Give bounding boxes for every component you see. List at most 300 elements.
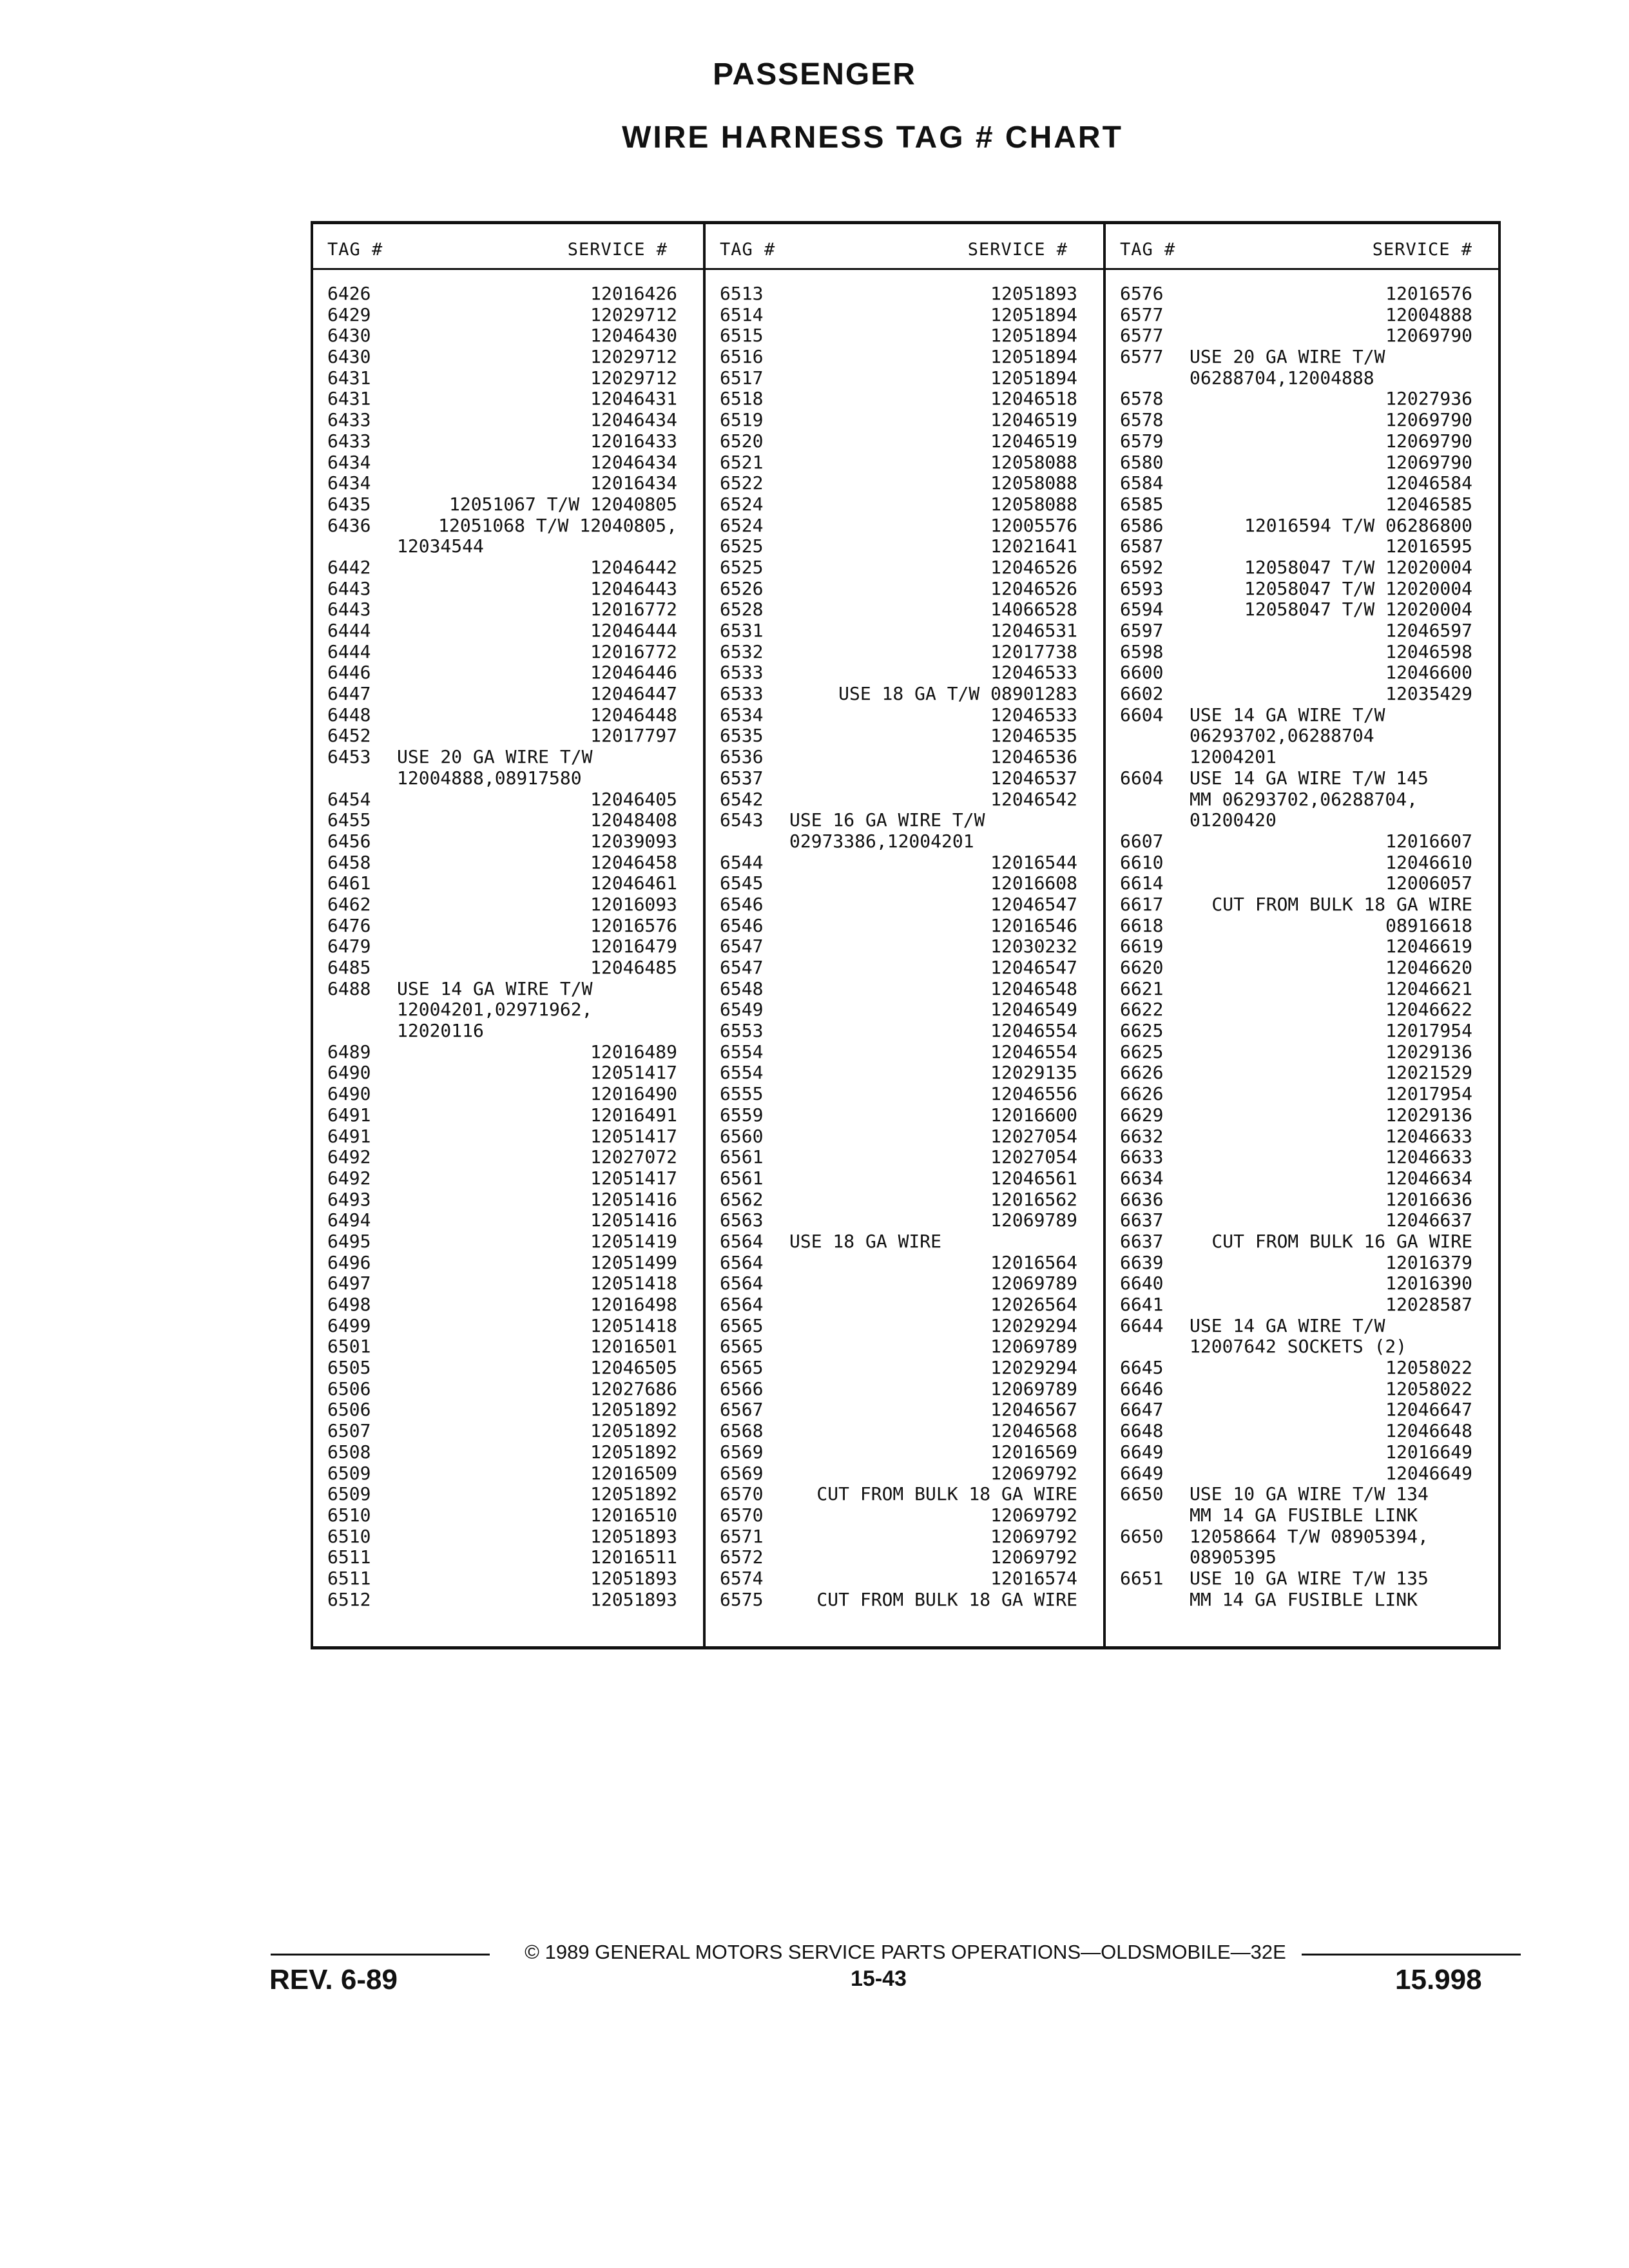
tag-cell: 6431 [327,388,371,410]
service-cell: 12027054 [990,1146,1077,1168]
tag-cell: 6651 [1120,1567,1164,1589]
tag-cell: 6507 [327,1420,371,1442]
tag-cell: 6430 [327,325,371,347]
service-cell: 12016595 [1385,535,1472,557]
table-row [1106,431,1498,452]
tag-cell: 6593 [1120,577,1164,599]
tag-cell: 6506 [327,1399,371,1421]
table-row [706,347,1103,368]
service-cell: 12051892 [590,1483,677,1505]
tag-cell: 6516 [720,346,764,368]
table-row [313,1253,703,1274]
service-cell: 12051419 [590,1230,677,1252]
note-cell: 12004201,02971962, [397,999,593,1021]
table-row [1106,1147,1498,1168]
tag-cell: 6456 [327,830,371,852]
table-row [706,662,1103,684]
tag-cell: 6513 [720,283,764,304]
table-row [313,684,703,705]
table-row [1106,1042,1498,1063]
note-cell: USE 16 GA WIRE T/W [789,809,985,831]
service-cell: 12016576 [1385,283,1472,304]
note-cell: 12058664 T/W 08905394, [1190,1525,1429,1547]
note-cell: 12007642 SOCKETS (2) [1190,1336,1407,1358]
service-cell: 12046542 [990,788,1077,810]
tag-cell: 6490 [327,1083,371,1105]
service-cell: 12051893 [590,1525,677,1547]
note-cell: 06288704,12004888 [1190,367,1374,389]
tag-cell: 6562 [720,1188,764,1210]
table-row [1106,894,1498,916]
table-row [1106,936,1498,957]
service-cell: 12016594 T/W 06286800 [1244,514,1472,536]
service-cell: CUT FROM BULK 18 GA WIRE [1211,893,1472,915]
tag-cell: 6561 [720,1167,764,1189]
table-row [1106,1062,1498,1084]
revision-label: REV. 6-89 [269,1964,398,1995]
note-cell: USE 10 GA WIRE T/W 135 [1190,1567,1429,1589]
service-cell: 12051894 [990,346,1077,368]
table-row [706,1294,1103,1316]
table-row [313,620,703,642]
table-row [706,410,1103,431]
service-cell: 12046620 [1385,957,1472,978]
service-cell: 12051417 [590,1125,677,1147]
service-cell: 12058022 [1385,1378,1472,1399]
service-cell: 12046448 [590,704,677,726]
tag-cell: 6649 [1120,1462,1164,1484]
table-row [313,599,703,620]
table-row [313,1547,703,1568]
service-cell: CUT FROM BULK 16 GA WIRE [1211,1230,1472,1252]
table-row [1106,494,1498,515]
note-cell: MM 06293702,06288704, [1190,788,1418,810]
tag-cell: 6564 [720,1251,764,1273]
footer-rule [271,1954,490,1956]
tag-cell: 6592 [1120,556,1164,578]
note-cell: USE 20 GA WIRE T/W [397,746,593,768]
table-row [1106,1505,1498,1526]
table-row [1106,1358,1498,1379]
tag-cell: 6446 [327,662,371,684]
table-row [1106,831,1498,852]
tag-cell: 6544 [720,851,764,873]
tag-cell: 6501 [327,1336,371,1358]
note-cell: USE 14 GA WIRE T/W 145 [1190,767,1429,789]
service-cell: 12016544 [990,851,1077,873]
tag-cell: 6476 [327,914,371,936]
tag-cell: 6485 [327,957,371,978]
table-row [1106,1484,1498,1505]
service-cell: 12029712 [590,346,677,368]
table-row [1106,747,1498,768]
service-cell: 12046537 [990,767,1077,789]
table-row [706,1316,1103,1337]
service-cell: 12017954 [1385,1083,1472,1105]
tag-cell: 6495 [327,1230,371,1252]
service-cell: 12046519 [990,409,1077,431]
note-cell: 02973386,12004201 [789,830,974,852]
tag-cell: 6509 [327,1462,371,1484]
service-cell: 12016772 [590,640,677,662]
table-row [1106,325,1498,347]
service-cell: 12016479 [590,936,677,957]
table-row [1106,389,1498,410]
tag-cell: 6444 [327,640,371,662]
tag-cell: 6570 [720,1504,764,1526]
tag-cell: 6547 [720,957,764,978]
tag-cell: 6510 [327,1504,371,1526]
footer-rule [1302,1954,1521,1956]
tag-cell: 6577 [1120,325,1164,347]
service-cell: 12027054 [990,1125,1077,1147]
service-cell: 12046547 [990,893,1077,915]
tag-cell: 6443 [327,577,371,599]
table-row [313,305,703,326]
table-row [313,1294,703,1316]
tag-cell: 6646 [1120,1378,1164,1399]
tag-cell: 6604 [1120,704,1164,726]
tag-cell: 6431 [327,367,371,389]
service-cell: 12051893 [590,1567,677,1589]
tag-cell: 6618 [1120,914,1164,936]
note-cell: MM 14 GA FUSIBLE LINK [1190,1588,1418,1610]
tag-cell: 6644 [1120,1314,1164,1336]
tag-cell: 6521 [720,451,764,473]
service-cell: 12046597 [1385,620,1472,641]
tag-cell: 6634 [1120,1167,1164,1189]
service-cell: 12046458 [590,851,677,873]
service-cell: 12069790 [1385,451,1472,473]
service-cell: 12051417 [590,1062,677,1084]
table-row [1106,768,1498,789]
tag-cell: 6447 [327,683,371,705]
service-cell: 12021529 [1385,1062,1472,1084]
table-row [1106,1189,1498,1211]
tag-cell: 6536 [720,746,764,768]
service-cell: 12016433 [590,430,677,452]
table-row [1106,1379,1498,1400]
service-cell: 12051418 [590,1273,677,1294]
service-cell: 12069789 [990,1378,1077,1399]
table-row [313,1590,703,1611]
service-cell: CUT FROM BULK 18 GA WIRE [816,1588,1077,1610]
table-row [313,579,703,600]
table-row [1106,557,1498,579]
table-row [1106,1568,1498,1590]
tag-cell: 6510 [327,1525,371,1547]
table-row [706,1042,1103,1063]
table-row [313,1168,703,1189]
table-row [313,1399,703,1421]
service-cell: 12058088 [990,451,1077,473]
table-row [313,452,703,474]
table-row [706,1463,1103,1485]
tag-cell: 6614 [1120,872,1164,894]
table-row [313,1042,703,1063]
table-row [706,599,1103,620]
service-cell: 12046598 [1385,640,1472,662]
note-cell: 06293702,06288704 [1190,725,1374,747]
tag-cell: 6610 [1120,851,1164,873]
service-cell: 12039093 [590,830,677,852]
service-cell: 12046405 [590,788,677,810]
service-cell: 12058047 T/W 12020004 [1244,556,1472,578]
service-cell: USE 18 GA T/W 08901283 [838,683,1077,705]
tag-cell: 6617 [1120,893,1164,915]
tag-cell: 6567 [720,1399,764,1421]
service-header: SERVICE # [567,240,668,260]
table-row [313,1526,703,1548]
table-row [706,810,1103,831]
service-cell: 12016564 [990,1251,1077,1273]
table-row [1106,620,1498,642]
tag-cell: 6491 [327,1104,371,1126]
table-row [706,368,1103,389]
service-cell: 12046549 [990,999,1077,1021]
service-cell: 12046485 [590,957,677,978]
tag-header: TAG # [720,240,776,260]
tag-cell: 6492 [327,1167,371,1189]
table-row [706,536,1103,557]
tag-cell: 6639 [1120,1251,1164,1273]
note-cell: 01200420 [1190,809,1277,831]
tag-cell: 6433 [327,409,371,431]
service-cell: 12046647 [1385,1399,1472,1421]
service-cell: 12029712 [590,367,677,389]
table-row [1106,1336,1498,1358]
tag-cell: 6543 [720,809,764,831]
tag-cell: 6626 [1120,1083,1164,1105]
tag-cell: 6448 [327,704,371,726]
tag-cell: 6650 [1120,1525,1164,1547]
table-row [313,1273,703,1294]
service-cell: 12046554 [990,1020,1077,1042]
service-cell: 12029136 [1385,1041,1472,1062]
table-row [313,1442,703,1463]
table-row [1106,1168,1498,1189]
table-row [313,957,703,979]
table-row [706,1379,1103,1400]
table-row [313,284,703,305]
service-cell: 12046621 [1385,977,1472,999]
tag-cell: 6509 [327,1483,371,1505]
tag-cell: 6525 [720,535,764,557]
service-cell: 12046619 [1385,936,1472,957]
table-row [706,1273,1103,1294]
table-row [706,873,1103,894]
page-number: 15-43 [851,1966,907,1991]
table-row [313,536,703,557]
tag-cell: 6598 [1120,640,1164,662]
tag-cell: 6555 [720,1083,764,1105]
note-cell: USE 10 GA WIRE T/W 134 [1190,1483,1429,1505]
service-cell: 12051892 [590,1420,677,1442]
tag-cell: 6547 [720,936,764,957]
tag-cell: 6491 [327,1125,371,1147]
tag-cell: 6579 [1120,430,1164,452]
service-cell: 12058088 [990,493,1077,515]
tag-cell: 6489 [327,1041,371,1062]
tag-cell: 6548 [720,977,764,999]
tag-cell: 6433 [327,430,371,452]
service-cell: 12069792 [990,1525,1077,1547]
service-cell: 12029712 [590,303,677,325]
table-row [1106,1253,1498,1274]
service-cell: 12069792 [990,1546,1077,1568]
service-cell: 12046585 [1385,493,1472,515]
service-cell: 12051068 T/W 12040805, [438,514,677,536]
tag-cell: 6430 [327,346,371,368]
tag-cell: 6528 [720,599,764,620]
table-row [706,620,1103,642]
tag-cell: 6511 [327,1567,371,1589]
tag-cell: 6514 [720,303,764,325]
tag-cell: 6454 [327,788,371,810]
table-row [313,894,703,916]
table-row [706,1547,1103,1568]
service-cell: 12030232 [990,936,1077,957]
tag-cell: 6546 [720,893,764,915]
table-row [313,1084,703,1105]
service-cell: 12016511 [590,1546,677,1568]
table-row [706,1189,1103,1211]
tag-cell: 6620 [1120,957,1164,978]
table-row [706,747,1103,768]
note-cell: USE 20 GA WIRE T/W [1190,346,1385,368]
table-row [313,473,703,494]
service-cell: 12046610 [1385,851,1472,873]
tag-cell: 6629 [1120,1104,1164,1126]
tag-cell: 6563 [720,1209,764,1231]
service-cell: 12021641 [990,535,1077,557]
tag-cell: 6569 [720,1462,764,1484]
table-row [313,557,703,579]
table-row [1106,979,1498,1000]
table-row [1106,810,1498,831]
tag-cell: 6434 [327,451,371,473]
service-cell: 12006057 [1385,872,1472,894]
tag-cell: 6570 [720,1483,764,1505]
table-row [313,916,703,937]
tag-cell: 6594 [1120,599,1164,620]
service-cell: 12046634 [1385,1167,1472,1189]
table-row [313,1421,703,1442]
table-row [1106,852,1498,874]
chart-rows [313,284,703,1610]
table-row [706,1062,1103,1084]
table-row [313,789,703,811]
tag-cell: 6576 [1120,283,1164,304]
table-row [313,662,703,684]
tag-cell: 6546 [720,914,764,936]
table-row [313,936,703,957]
service-cell: 12051418 [590,1314,677,1336]
tag-cell: 6637 [1120,1209,1164,1231]
service-cell: 12046535 [990,725,1077,747]
table-row [313,410,703,431]
tag-cell: 6565 [720,1336,764,1358]
service-cell: 12051892 [590,1399,677,1421]
table-row [313,852,703,874]
tag-cell: 6426 [327,283,371,304]
table-row [1106,515,1498,537]
copyright-line: © 1989 GENERAL MOTORS SERVICE PARTS OPERATIONS—OLDSMOBILE—32E [525,1941,1286,1963]
service-cell: 12029135 [990,1062,1077,1084]
service-header: SERVICE # [967,240,1068,260]
tag-header: TAG # [327,240,383,260]
table-row [706,431,1103,452]
table-row [1106,1463,1498,1485]
table-row [313,1231,703,1253]
note-cell: USE 14 GA WIRE T/W [1190,1314,1385,1336]
service-cell: 12046637 [1385,1209,1472,1231]
service-cell: 12016491 [590,1104,677,1126]
tag-cell: 6607 [1120,830,1164,852]
table-row [1106,999,1498,1021]
service-cell: 12069789 [990,1273,1077,1294]
tag-cell: 6572 [720,1546,764,1568]
table-row [706,1210,1103,1231]
tag-cell: 6625 [1120,1041,1164,1062]
tag-cell: 6649 [1120,1441,1164,1463]
service-cell: 14066528 [990,599,1077,620]
tag-cell: 6524 [720,514,764,536]
table-row [313,768,703,789]
tag-cell: 6650 [1120,1483,1164,1505]
tag-cell: 6461 [327,872,371,894]
tag-cell: 6568 [720,1420,764,1442]
service-cell: 12046461 [590,872,677,894]
service-cell: 12016576 [590,914,677,936]
tag-cell: 6564 [720,1273,764,1294]
service-cell: 12069790 [1385,325,1472,347]
tag-cell: 6574 [720,1567,764,1589]
tag-cell: 6515 [720,325,764,347]
tag-cell: 6565 [720,1357,764,1379]
tag-cell: 6435 [327,493,371,515]
column-header [1106,236,1498,270]
service-cell: 12069789 [990,1336,1077,1358]
table-row [706,389,1103,410]
service-cell: 12016434 [590,472,677,494]
tag-cell: 6578 [1120,388,1164,410]
table-row [1106,1294,1498,1316]
service-cell: 12016608 [990,872,1077,894]
table-row [1106,789,1498,811]
table-row [313,389,703,410]
table-row [313,431,703,452]
tag-cell: 6443 [327,599,371,620]
table-row [1106,1273,1498,1294]
service-cell: 12046443 [590,577,677,599]
tag-cell: 6520 [720,430,764,452]
service-cell: 12046447 [590,683,677,705]
tag-cell: 6462 [327,893,371,915]
service-cell: 12026564 [990,1294,1077,1315]
tag-cell: 6458 [327,851,371,873]
service-cell: 12051416 [590,1209,677,1231]
table-row [313,810,703,831]
tag-cell: 6518 [720,388,764,410]
tag-cell: 6525 [720,556,764,578]
tag-cell: 6625 [1120,1020,1164,1042]
tag-cell: 6532 [720,640,764,662]
tag-cell: 6533 [720,683,764,705]
service-cell: 12027686 [590,1378,677,1399]
table-row [313,705,703,726]
table-row [706,852,1103,874]
